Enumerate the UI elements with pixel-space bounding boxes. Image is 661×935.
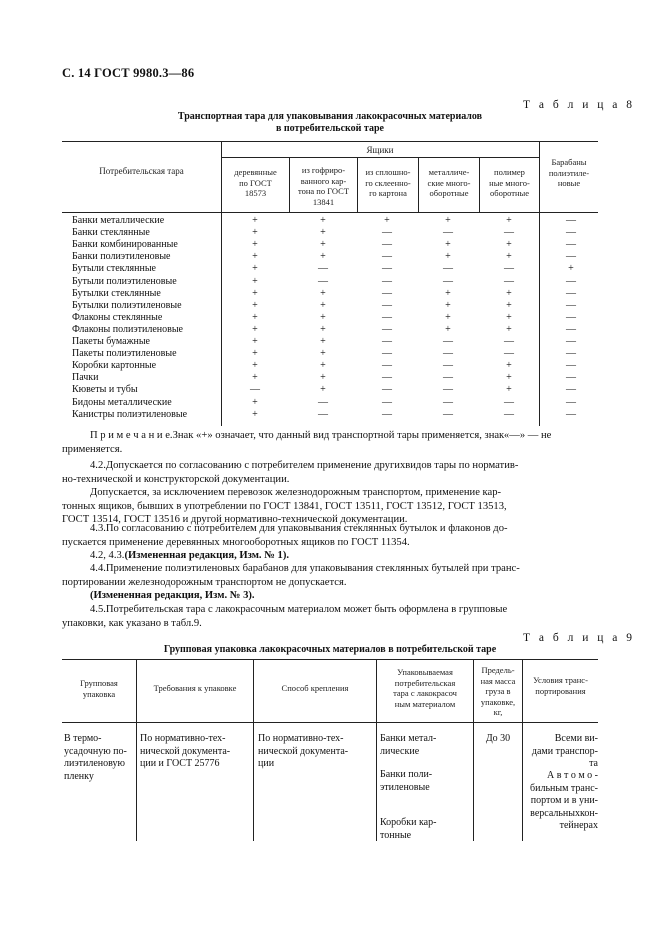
t9-cell-mass: До 30: [485, 733, 511, 744]
table-cell-mark: +: [252, 396, 258, 408]
table-cell-mark: —: [566, 239, 576, 251]
table-cell-mark: +: [320, 360, 326, 372]
table-cell-mark: +: [320, 299, 326, 311]
table-cell-mark: +: [445, 323, 451, 335]
table-cell-mark: —: [504, 263, 514, 275]
table-cell-mark: +: [445, 299, 451, 311]
cell-line: тейнерах: [559, 820, 598, 831]
table-cell-mark: +: [506, 372, 512, 384]
table-row-label: Пакеты полиэтиленовые: [72, 348, 177, 360]
cell-line: А в т о м о -: [547, 770, 598, 781]
header-line: оборотные: [490, 188, 529, 198]
cell-line: нической документа-: [258, 745, 349, 757]
paragraph-4-4: 4.4.Применение полиэтиленовых барабанов для упаковывания стеклянных бутылей при транс- портировании железнодорожным транспортом не допускается.: [62, 563, 520, 588]
table-cell-mark: +: [320, 287, 326, 299]
table-cell-mark: —: [318, 275, 328, 287]
table-cell-mark: —: [504, 336, 514, 347]
header-line: упаковке,: [480, 696, 516, 707]
paragraph-4-2: 4.2.Допускается по согласованию с потребителем применение другихвидов тары по норматив- но-технической и конструкторской документации.: [62, 460, 519, 485]
cell-line: бильным транс-: [530, 782, 598, 794]
table-cell-mark: +: [506, 287, 512, 299]
table-cell-mark: +: [320, 311, 326, 323]
table-cell-mark: —: [443, 275, 453, 287]
table-cell-mark: —: [382, 251, 392, 263]
t9-cell-packed-boxes: [380, 817, 472, 842]
cell-line: Коробки кар-: [380, 817, 437, 828]
table-cell-mark: +: [506, 239, 512, 251]
header-line: новые: [557, 178, 581, 188]
paragraph-4-3: 4.3.По согласованию с потребителем для упаковывания стеклянных бутылок и флаконов до- пускается применение деревянных многооборотных ящиков по ГОСТ 11354.: [62, 523, 508, 548]
header-line: го склеенно-: [365, 177, 411, 188]
table-cell-mark: +: [320, 227, 326, 239]
amendment-note-1: 4.2, 4.3.(Измененная редакция, Изм. № 1).: [90, 550, 289, 561]
cell-line: усадочную по-: [64, 745, 127, 757]
table-cell-mark: —: [566, 408, 576, 420]
table-cell-mark: —: [504, 348, 514, 360]
table-cell-mark: —: [382, 239, 392, 251]
table-cell-mark: +: [445, 251, 451, 263]
header-line: ные много-: [489, 177, 530, 188]
t9-col-fastening-header: Способ крепления: [281, 683, 349, 693]
header-line: оборотные: [429, 188, 469, 198]
table-cell-mark: —: [504, 408, 514, 420]
table-cell-mark: —: [318, 408, 328, 420]
table-row-label: Банки стеклянные: [72, 227, 150, 239]
header-line: 13841: [312, 196, 335, 207]
table-cell-mark: —: [382, 396, 392, 408]
table-cell-mark: —: [566, 251, 576, 263]
table-row-label: Канистры полиэтиленовые: [72, 408, 188, 420]
header-line: из гофриро-: [301, 165, 346, 175]
cell-line: тонные: [380, 829, 412, 841]
table-cell-mark: +: [252, 408, 258, 420]
header-line: потребительская: [394, 677, 456, 688]
cell-line: этиленовые: [380, 781, 430, 793]
table-cell-mark: —: [443, 372, 453, 384]
table-cell-mark: —: [382, 227, 392, 239]
header-line: Упаковываемая: [397, 667, 453, 677]
table-cell-mark: +: [252, 215, 258, 226]
cell-line: лические: [380, 745, 420, 757]
t9-cell-packed-poly: [380, 769, 472, 794]
col-wood-header: [222, 167, 289, 199]
table-cell-mark: —: [566, 323, 576, 335]
table-cell-mark: —: [443, 227, 453, 239]
note-paragraph: П р и м е ч а н и е.Знак «+» означает, что данный вид транспортной тары применяется, знак«—» — не применяется.: [62, 430, 552, 455]
t9-cell-group: [64, 733, 134, 783]
amendment-note-3: (Измененная редакция, Изм. № 3).: [90, 590, 255, 601]
header-line: ная масса: [480, 675, 516, 686]
t9-cell-requirements: [140, 733, 252, 771]
table-cell-mark: +: [506, 384, 512, 396]
header-line: тона по ГОСТ: [297, 186, 350, 196]
table-row-label: Бутылки стеклянные: [72, 287, 161, 299]
header-line: 18573: [244, 188, 267, 198]
table-cell-mark: +: [445, 287, 451, 299]
cell-line: ции и ГОСТ 25776: [140, 758, 220, 769]
table-row-label: Бидоны металлические: [72, 396, 172, 408]
table-cell-mark: —: [443, 360, 453, 372]
table-row-label: Банки комбинированные: [72, 239, 178, 251]
table-cell-mark: —: [566, 311, 576, 323]
header-line: Групповая: [80, 678, 118, 688]
header-line: го картона: [369, 188, 407, 198]
table-cell-mark: —: [504, 396, 514, 408]
table-cell-mark: +: [568, 263, 574, 275]
table-cell-mark: +: [384, 215, 390, 226]
table-cell-mark: +: [445, 215, 451, 226]
t9-cell-packed-metal: [380, 733, 472, 758]
table-row-label: Коробки картонные: [72, 360, 157, 372]
table-cell-mark: +: [252, 348, 258, 360]
table-cell-mark: +: [506, 360, 512, 372]
t9-col-transport-header: [523, 675, 598, 696]
table-cell-mark: +: [252, 336, 258, 347]
cell-line: та: [589, 758, 598, 769]
table-cell-mark: —: [382, 299, 392, 311]
table-cell-mark: —: [318, 263, 328, 275]
table-cell-mark: +: [320, 348, 326, 360]
table-cell-mark: —: [250, 384, 260, 396]
table-cell-mark: +: [252, 299, 258, 311]
cell-line: портом и в уни-: [530, 795, 598, 806]
header-line: из сплошно-: [365, 167, 411, 177]
table-cell-mark: +: [320, 372, 326, 384]
table-cell-mark: +: [252, 360, 258, 372]
table-cell-mark: +: [445, 311, 451, 323]
table-row-label: Пакеты бумажные: [72, 336, 150, 347]
cell-line: пленку: [64, 770, 94, 782]
table-cell-mark: —: [382, 323, 392, 335]
table8-label: Т а б л и ц а 8: [523, 99, 636, 111]
table-row-label: Бутыли полиэтиленовые: [72, 275, 177, 287]
cell-line: Всеми ви-: [554, 733, 598, 744]
table-cell-mark: —: [382, 336, 392, 347]
table-cell-mark: —: [566, 299, 576, 311]
t9-col-mass-header: [474, 665, 522, 718]
table-cell-mark: —: [382, 360, 392, 372]
table-cell-mark: —: [566, 348, 576, 360]
t9-col-group-header: [62, 678, 136, 699]
header-line: Условия транс-: [533, 675, 588, 685]
cell-line: Банки поли-: [380, 769, 433, 780]
table-cell-mark: —: [443, 408, 453, 420]
table-cell-mark: —: [443, 396, 453, 408]
cell-line: ции: [258, 758, 275, 769]
header-line: груза в: [485, 686, 511, 696]
table-cell-mark: —: [504, 227, 514, 239]
table8-caption: Транспортная тара для упаковывания лакокрасочных материалов в потребительской таре: [177, 111, 483, 134]
cell-line: По нормативно-тех-: [140, 733, 226, 744]
table9-label: Т а б л и ц а 9: [523, 632, 636, 644]
table9-caption: Групповая упаковка лакокрасочных материалов в потребительской таре: [163, 644, 497, 655]
table-row-label: Бутыли стеклянные: [72, 263, 156, 275]
table-cell-mark: +: [252, 311, 258, 323]
header-line: ным материалом: [394, 698, 456, 709]
table-cell-mark: +: [506, 323, 512, 335]
table-cell-mark: —: [504, 275, 514, 287]
header-line: упаковка: [82, 688, 116, 699]
table-cell-mark: —: [566, 215, 576, 226]
table-cell-mark: +: [506, 215, 512, 226]
table-cell-mark: +: [445, 239, 451, 251]
table-cell-mark: —: [443, 263, 453, 275]
table-cell-mark: —: [382, 311, 392, 323]
header-line: ские много-: [427, 177, 471, 188]
table-cell-mark: —: [382, 275, 392, 287]
header-line: Барабаны: [551, 157, 587, 167]
table-cell-mark: +: [252, 251, 258, 263]
table-cell-mark: —: [566, 384, 576, 396]
table-cell-mark: +: [320, 336, 326, 347]
table-cell-mark: —: [382, 408, 392, 420]
page-header: С. 14 ГОСТ 9980.3—86: [62, 66, 195, 80]
group-boxes-header: Ящики: [366, 145, 394, 155]
header-line: портирования: [535, 685, 586, 696]
table-cell-mark: —: [382, 263, 392, 275]
table-cell-mark: —: [443, 336, 453, 347]
table-cell-mark: —: [566, 372, 576, 384]
t9-cell-transport-auto: [526, 770, 598, 833]
table-cell-mark: —: [382, 287, 392, 299]
table-row-label: Кюветы и тубы: [72, 384, 138, 396]
header-line: кг,: [493, 707, 503, 717]
table-cell-mark: +: [252, 287, 258, 299]
header-line: Предель-: [481, 665, 515, 675]
table-cell-mark: +: [320, 215, 326, 226]
t9-cell-transport-all: [526, 733, 598, 771]
col-poly-header: [480, 167, 539, 199]
table-row-label: Пачки: [72, 372, 99, 384]
cell-line: версальныхкон-: [530, 807, 598, 819]
table-cell-mark: —: [382, 348, 392, 360]
table-row-label: Флаконы полиэтиленовые: [72, 323, 183, 335]
paragraph-4-5: 4.5.Потребительская тара с лакокрасочным материалом может быть оформлена в групповые упаковки, как указано в табл.9.: [62, 604, 508, 629]
table-cell-mark: —: [566, 360, 576, 372]
header-line: тара с лакокрасоч: [393, 688, 457, 698]
table-cell-mark: +: [506, 311, 512, 323]
table-cell-mark: +: [252, 275, 258, 287]
header-line: полиэтиле-: [548, 167, 590, 178]
header-line: полимер: [494, 167, 525, 177]
t9-col-packed-header: [377, 667, 473, 709]
table-cell-mark: —: [566, 227, 576, 239]
header-line: деревянные: [234, 167, 277, 177]
table-cell-mark: —: [382, 372, 392, 384]
t9-col-requirements-header: Требования к упаковке: [153, 683, 237, 693]
cell-line: В термо-: [64, 733, 102, 744]
paragraph-4-2-cont: Допускается, за исключением перевозок железнодорожным транспортом, применение кар- тонных ящиков, бывших в употреблении по ГОСТ 13841, ГОСТ 13511, ГОСТ 13512, ГОСТ 13513, ГОСТ 13514, ГОСТ 13516 и другой нормативно-технической документации.: [62, 487, 507, 525]
table-cell-mark: +: [320, 239, 326, 251]
table-cell-mark: —: [566, 336, 576, 347]
table-cell-mark: —: [566, 396, 576, 408]
header-line: по ГОСТ: [239, 177, 272, 188]
table-cell-mark: —: [566, 287, 576, 299]
col-corr-header: [290, 165, 357, 207]
cell-line: По нормативно-тех-: [258, 733, 344, 744]
table-cell-mark: —: [443, 348, 453, 360]
table-row-label: Бутылки полиэтиленовые: [72, 299, 182, 311]
table-cell-mark: +: [252, 372, 258, 384]
table-row-label: Банки металлические: [72, 215, 165, 226]
table-cell-mark: —: [318, 396, 328, 408]
table-cell-mark: —: [566, 275, 576, 287]
table-row-label: Банки полиэтиленовые: [72, 251, 171, 263]
header-line: металличе-: [428, 167, 470, 177]
table-cell-mark: +: [252, 263, 258, 275]
cell-line: нической документа-: [140, 745, 231, 757]
table-cell-mark: +: [252, 323, 258, 335]
table-cell-mark: +: [252, 239, 258, 251]
col-solid-header: [358, 167, 418, 199]
table-cell-mark: +: [320, 323, 326, 335]
col-metal-header: [419, 167, 479, 199]
t9-cell-fastening: [258, 733, 375, 771]
col-drums-header: [540, 157, 598, 189]
table-cell-mark: +: [320, 384, 326, 396]
table-cell-mark: —: [443, 384, 453, 396]
table-cell-mark: —: [382, 384, 392, 396]
table-cell-mark: +: [506, 299, 512, 311]
table-cell-mark: +: [506, 251, 512, 263]
cell-line: дами транспор-: [531, 745, 598, 757]
header-line: ванного кар-: [300, 175, 347, 186]
table-cell-mark: +: [320, 251, 326, 263]
table-row-label: Флаконы стеклянные: [72, 311, 163, 323]
col-consumer-header: Потребительская тара: [99, 166, 184, 176]
cell-line: Банки метал-: [380, 733, 437, 744]
table-cell-mark: +: [252, 227, 258, 239]
cell-line: лиэтиленовую: [64, 758, 125, 769]
